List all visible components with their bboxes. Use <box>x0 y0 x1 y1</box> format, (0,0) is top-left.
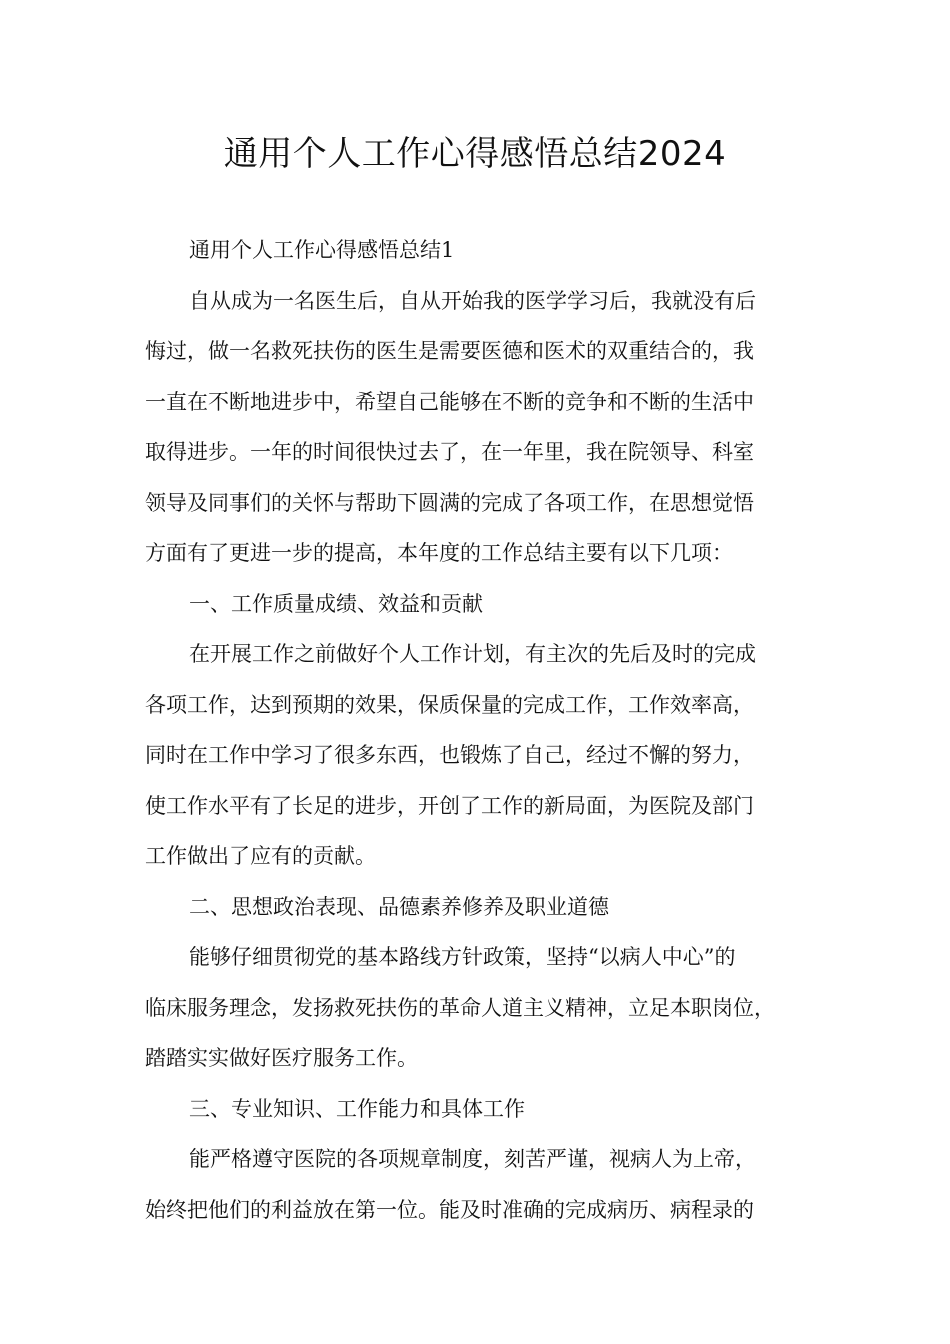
paragraph-2-line-2: 各项工作，达到预期的效果，保质保量的完成工作，工作效率高， <box>145 692 754 717</box>
paragraph-3 <box>145 932 820 1084</box>
paragraph-2-line-3: 同时在工作中学习了很多东西，也锻炼了自己，经过不懈的努力， <box>145 743 754 767</box>
paragraph-2 <box>145 629 820 882</box>
paragraph-1-line-1: 自从成为一名医生后，自从开始我的医学学习后，我就没有后 <box>189 288 756 313</box>
paragraph-1-line-6: 方面有了更进一步的提高，本年度的工作总结主要有以下几项： <box>145 541 733 565</box>
paragraph-1-line-5: 领导及同事们的关怀与帮助下圆满的完成了各项工作，在思想觉悟 <box>145 490 754 515</box>
paragraph-4-line-2: 始终把他们的利益放在第一位。能及时准确的完成病历、病程录的 <box>145 1197 754 1222</box>
paragraph-1-line-3: 一直在不断地进步中，希望自己能够在不断的竞争和不断的生活中 <box>145 389 754 414</box>
paragraph-4-line-1: 能严格遵守医院的各项规章制度，刻苦严谨，视病人为上帝， <box>189 1147 756 1171</box>
section-title: 通用个人工作心得感悟总结1 <box>189 238 455 262</box>
heading-1: 一、工作质量成绩、效益和贡献 <box>189 591 483 616</box>
paragraph-3-line-1: 能够仔细贯彻党的基本路线方针政策，坚持“以病人中心”的 <box>189 945 736 969</box>
document-title: 通用个人工作心得感悟总结2024 <box>223 134 727 174</box>
paragraph-2-line-5: 工作做出了应有的贡献。 <box>145 844 376 868</box>
paragraph-3-line-2: 临床服务理念，发扬救死扶伤的革命人道主义精神，立足本职岗位， <box>145 995 775 1020</box>
paragraph-1-line-2: 悔过，做一名救死扶伤的医生是需要医德和医术的双重结合的，我 <box>145 339 754 363</box>
heading-2: 二、思想政治表现、品德素养修养及职业道德 <box>189 894 609 919</box>
heading-3: 三、专业知识、工作能力和具体工作 <box>189 1096 525 1121</box>
paragraph-1 <box>145 276 820 579</box>
paragraph-1-line-4: 取得进步。一年的时间很快过去了，在一年里，我在院领导、科室 <box>145 440 754 464</box>
paragraph-2-line-1: 在开展工作之前做好个人工作计划，有主次的先后及时的完成 <box>189 642 756 666</box>
document-body <box>145 225 820 1235</box>
paragraph-4 <box>145 1134 820 1235</box>
paragraph-2-line-4: 使工作水平有了长足的进步，开创了工作的新局面，为医院及部门 <box>145 793 754 818</box>
paragraph-3-line-3: 踏踏实实做好医疗服务工作。 <box>145 1046 418 1070</box>
